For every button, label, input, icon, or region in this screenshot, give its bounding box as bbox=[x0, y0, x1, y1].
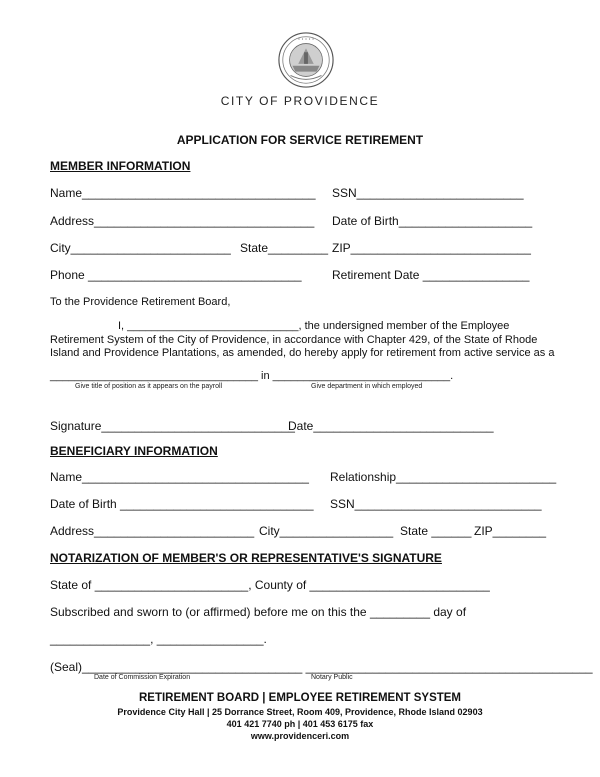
city-name: CITY OF PROVIDENCE bbox=[220, 94, 380, 108]
notary-seal-line[interactable]: (Seal)_________________________________ ___________________________________________ bbox=[50, 660, 593, 674]
beneficiary-dob-field[interactable]: Date of Birth _____________________________ bbox=[50, 497, 314, 511]
beneficiary-section-heading: BENEFICIARY INFORMATION bbox=[50, 444, 218, 458]
member-dob-field[interactable]: Date of Birth____________________ bbox=[332, 214, 533, 228]
position-hint: Give title of position as it appears on the payroll bbox=[75, 383, 223, 390]
member-section-heading: MEMBER INFORMATION bbox=[50, 159, 191, 173]
beneficiary-state-field[interactable]: State ______ bbox=[400, 524, 472, 538]
salutation: To the Providence Retirement Board, bbox=[50, 296, 231, 308]
member-state-field[interactable]: State_________ bbox=[240, 241, 329, 255]
footer-website[interactable]: www.providenceri.com bbox=[250, 731, 350, 741]
notary-public-hint: Notary Public bbox=[311, 674, 353, 681]
beneficiary-address-field[interactable]: Address________________________ bbox=[50, 524, 255, 538]
member-address-field[interactable]: Address_________________________________ bbox=[50, 214, 315, 228]
member-name-field[interactable]: Name___________________________________ bbox=[50, 186, 316, 200]
notary-sworn-statement[interactable]: Subscribed and sworn to (or affirmed) before me on this the _________ day of bbox=[50, 605, 467, 619]
beneficiary-ssn-field[interactable]: SSN____________________________ bbox=[330, 497, 542, 511]
svg-text:• • • • •: • • • • • bbox=[297, 36, 315, 42]
member-retirement-date-field[interactable]: Retirement Date ________________ bbox=[332, 268, 530, 282]
member-zip-field[interactable]: ZIP___________________________ bbox=[332, 241, 531, 255]
beneficiary-name-field[interactable]: Name__________________________________ bbox=[50, 470, 309, 484]
notary-date-field[interactable]: _______________, ________________. bbox=[50, 632, 267, 646]
member-phone-field[interactable]: Phone ________________________________ bbox=[50, 268, 302, 282]
position-department-line[interactable]: __________________________________ in _____________________________. bbox=[50, 370, 454, 382]
notary-state-county-field[interactable]: State of _______________________, County of ___________________________ bbox=[50, 578, 490, 592]
member-signature-field[interactable]: Signature_____________________________ bbox=[50, 419, 295, 433]
member-city-field[interactable]: City________________________ bbox=[50, 241, 231, 255]
beneficiary-zip-field[interactable]: ZIP________ bbox=[474, 524, 547, 538]
commission-expiration-hint: Date of Commission Expiration bbox=[94, 674, 191, 681]
city-seal-icon bbox=[277, 30, 335, 90]
beneficiary-city-field[interactable]: City_________________ bbox=[259, 524, 394, 538]
footer-address: Providence City Hall | 25 Dorrance Street, Room 409, Providence, Rhode Island 02903 bbox=[117, 707, 483, 717]
footer-phone: 401 421 7740 ph | 401 453 6175 fax bbox=[226, 719, 374, 729]
form-title: APPLICATION FOR SERVICE RETIREMENT bbox=[176, 133, 424, 147]
department-hint: Give department in which employed bbox=[311, 383, 423, 390]
application-statement: I, ____________________________, the undersigned member of the Employee Retirement System of the City of Providence, in accordance with Chapter 429, of the State of Rhode Island and Providence Plantations, as amended, do hereby apply for retirement from active service as a bbox=[50, 320, 555, 359]
notary-section-heading: NOTARIZATION OF MEMBER'S OR REPRESENTATIVE'S SIGNATURE bbox=[50, 551, 442, 565]
footer-org: RETIREMENT BOARD | EMPLOYEE RETIREMENT SYSTEM bbox=[138, 692, 462, 704]
member-ssn-field[interactable]: SSN_________________________ bbox=[332, 186, 524, 200]
beneficiary-relationship-field[interactable]: Relationship________________________ bbox=[330, 470, 557, 484]
member-signature-date-field[interactable]: Date___________________________ bbox=[288, 419, 494, 433]
